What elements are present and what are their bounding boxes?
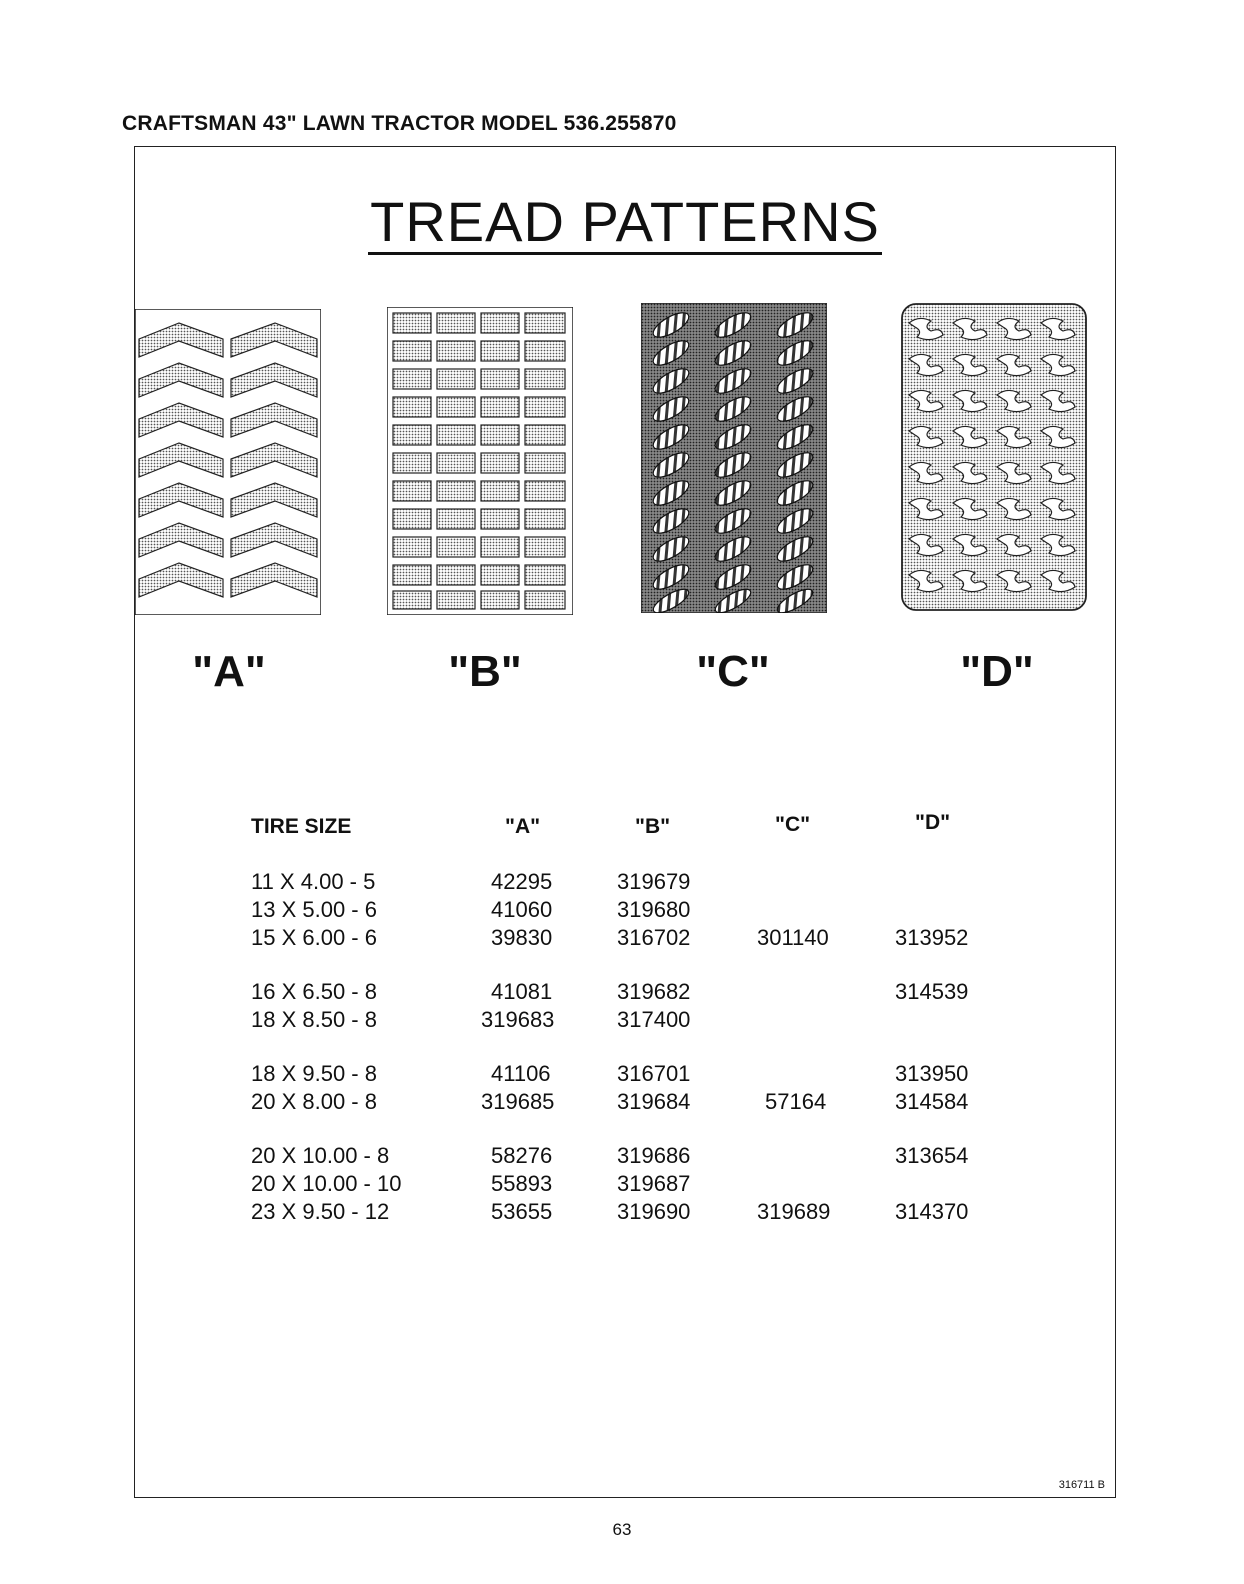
tire-size-cell: 20 X 10.00 - 8 [251,1143,390,1168]
table-row [135,1007,1115,1035]
part-b-cell: 316702 [617,925,691,950]
part-b-cell: 316701 [617,1061,691,1086]
tire-size-cell: 15 X 6.00 - 6 [251,925,377,950]
table-row [135,1089,1115,1117]
tire-size-cell: 13 X 5.00 - 6 [251,897,377,922]
tire-size-cell: 16 X 6.50 - 8 [251,979,377,1004]
tire-size-cell: 11 X 4.00 - 5 [251,869,376,894]
part-d-cell: 314584 [895,1089,969,1114]
table-header-a: "A" [505,815,541,838]
page-title: TREAD PATTERNS [370,190,880,253]
tire-size-cell: 18 X 9.50 - 8 [251,1061,377,1086]
part-a-cell: 55893 [491,1171,553,1196]
tread-label-c: "C" [696,647,770,696]
tire-size-cell: 20 X 8.00 - 8 [251,1089,377,1114]
part-d-cell: 314539 [895,979,969,1004]
table-row [135,897,1115,925]
table-row [135,1061,1115,1089]
table-header-tire-size: TIRE SIZE [251,815,352,838]
part-d-cell: 313952 [895,925,969,950]
part-b-cell: 319680 [617,897,691,922]
part-a-cell: 41106 [491,1061,551,1086]
table-header-c: "C" [775,813,811,836]
part-a-cell: 319683 [481,1007,555,1032]
part-a-cell: 42295 [491,869,553,894]
part-a-cell: 53655 [491,1199,553,1224]
part-d-cell: 313950 [895,1061,969,1086]
table-header-b: "B" [635,815,671,838]
part-c-cell: 301140 [757,925,829,950]
content-frame [134,146,1116,1498]
part-b-cell: 317400 [617,1007,691,1032]
tread-label-d: "D" [960,647,1034,696]
document-header: CRAFTSMAN 43" LAWN TRACTOR MODEL 536.255870 [122,112,677,135]
part-b-cell: 319687 [617,1171,691,1196]
tire-size-cell: 20 X 10.00 - 10 [251,1171,402,1196]
table-row [135,1199,1115,1227]
document-code: 316711 B [1058,1479,1105,1491]
part-b-cell: 319682 [617,979,691,1004]
table-row [135,925,1115,953]
tread-pattern-d-image [901,303,1087,611]
part-d-cell: 313654 [895,1143,969,1168]
part-b-cell: 319679 [617,869,691,894]
part-b-cell: 319684 [617,1089,691,1114]
tread-pattern-c-image [641,303,827,613]
table-row [135,869,1115,897]
part-c-cell: 319689 [757,1199,831,1224]
part-c-cell: 57164 [765,1089,827,1114]
part-b-cell: 319686 [617,1143,691,1168]
part-a-cell: 58276 [491,1143,553,1168]
part-a-cell: 39830 [491,925,553,950]
table-row [135,1171,1115,1199]
table-row [135,979,1115,1007]
tread-label-b: "B" [448,647,522,696]
tire-size-cell: 18 X 8.50 - 8 [251,1007,377,1032]
tread-label-a: "A" [192,647,266,696]
part-b-cell: 319690 [617,1199,691,1224]
tread-pattern-b-image [387,307,573,615]
tread-pattern-a-image [135,309,321,615]
part-d-cell: 314370 [895,1199,969,1224]
part-a-cell: 319685 [481,1089,555,1114]
part-a-cell: 41060 [491,897,553,922]
part-a-cell: 41081 [491,979,553,1004]
page-number: 63 [612,1520,632,1539]
table-row [135,1143,1115,1171]
tire-size-cell: 23 X 9.50 - 12 [251,1199,390,1224]
table-header-d: "D" [915,811,951,834]
